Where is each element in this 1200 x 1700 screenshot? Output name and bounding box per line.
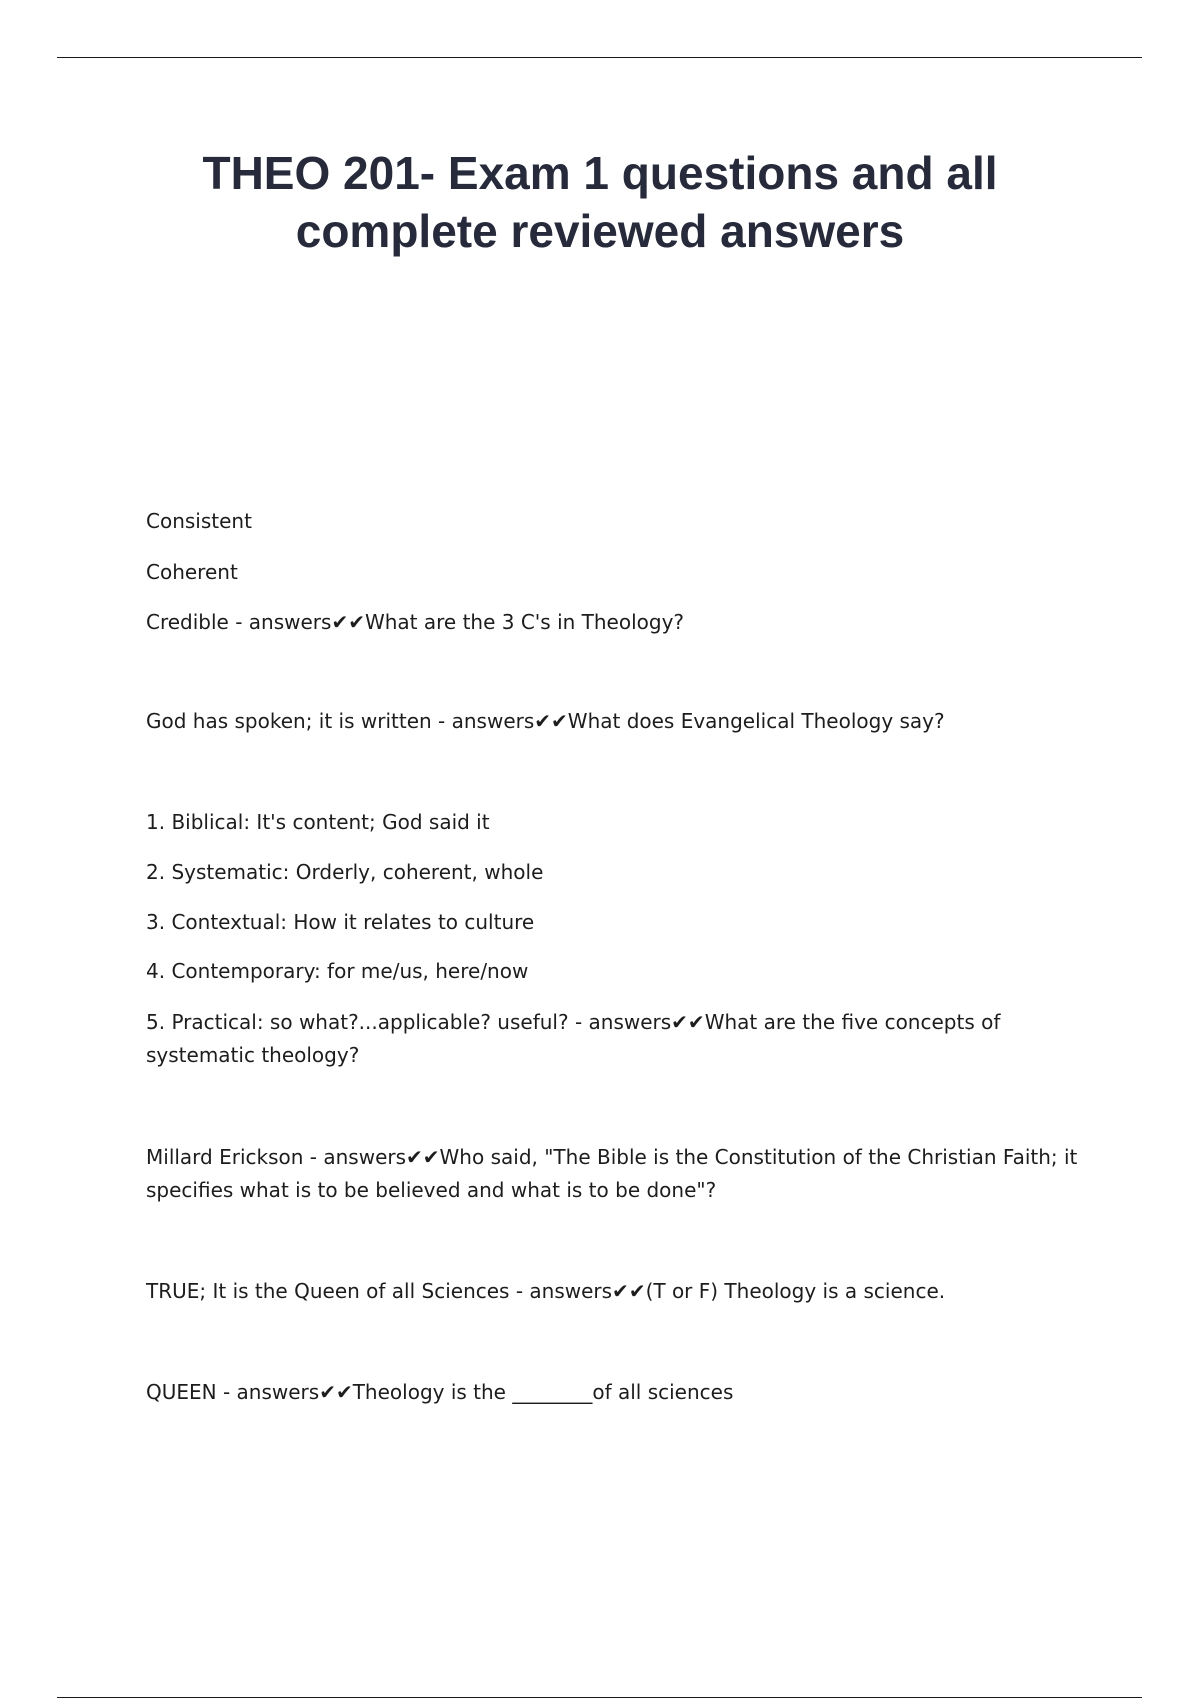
answer-line-consistent: Consistent: [146, 509, 252, 533]
qa-item-five-concepts: 5. Practical: so what?...applicable? useful? - answers✔✔What are the five concepts of systematic theology?: [146, 1010, 1001, 1067]
answer-line-coherent: Coherent: [146, 560, 238, 584]
list-item-biblical: 1. Biblical: It's content; God said it: [146, 810, 490, 834]
qa-item-theology-science: TRUE; It is the Queen of all Sciences - answers✔✔(T or F) Theology is a science.: [146, 1279, 946, 1303]
qa-item-queen-of-sciences: QUEEN - answers✔✔Theology is the ________of all sciences: [146, 1380, 734, 1404]
title-line-1: THEO 201- Exam 1 questions and all: [202, 147, 998, 199]
qa-item-millard-erickson: Millard Erickson - answers✔✔Who said, "The Bible is the Constitution of the Christian Faith; it specifies what is to be believed and what is to be done"?: [146, 1145, 1078, 1202]
qa-item-three-cs: Credible - answers✔✔What are the 3 C's in Theology?: [146, 610, 685, 634]
list-item-contemporary: 4. Contemporary: for me/us, here/now: [146, 959, 529, 983]
list-item-systematic: 2. Systematic: Orderly, coherent, whole: [146, 860, 544, 884]
document-title: [100, 144, 1100, 260]
bottom-divider: [57, 1697, 1142, 1698]
qa-item-evangelical-theology: God has spoken; it is written - answers✔✔What does Evangelical Theology say?: [146, 709, 945, 733]
list-item-contextual: 3. Contextual: How it relates to culture: [146, 910, 535, 934]
top-divider: [57, 57, 1142, 58]
title-line-2: complete reviewed answers: [295, 205, 905, 257]
